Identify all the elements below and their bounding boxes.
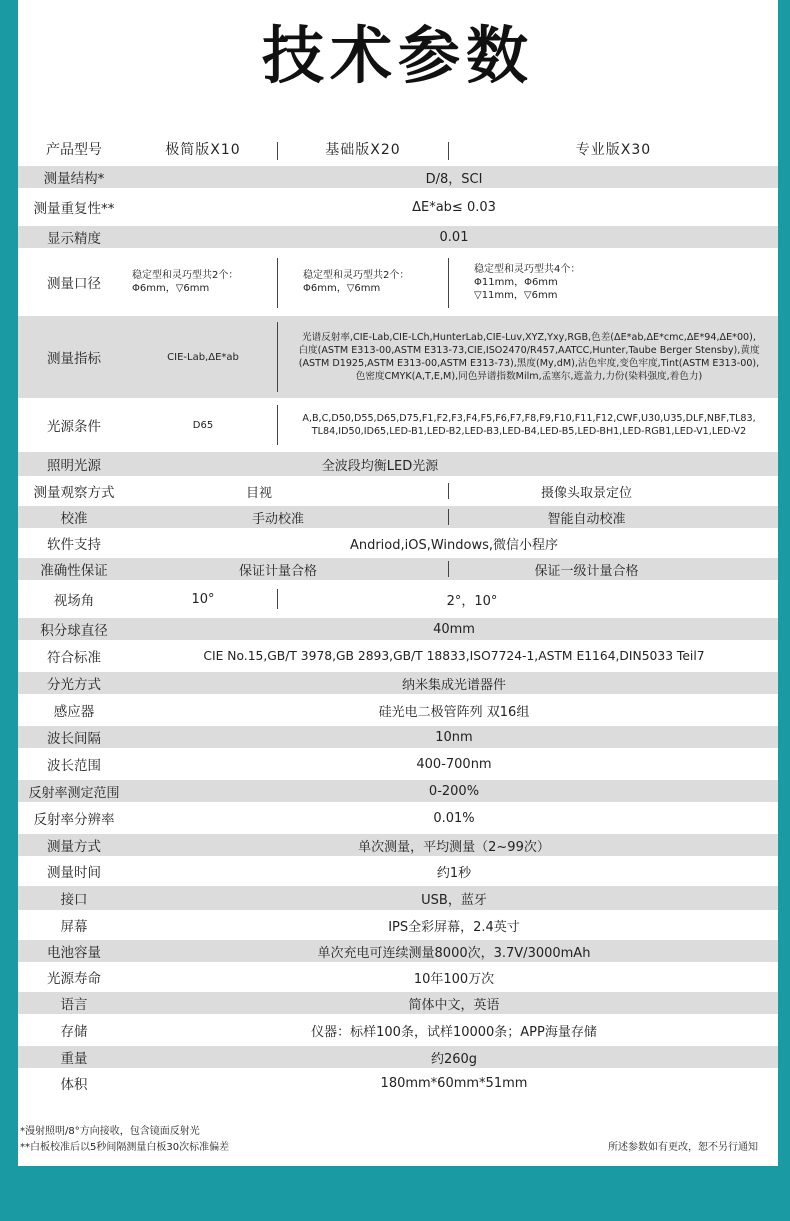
row-label: 波长间隔: [47, 731, 101, 747]
row-value: CIE No.15,GB/T 3978,GB 2893,GB/T 18833,ISO7724-1,ASTM E1164,DIN5033 Teil7: [203, 649, 705, 663]
spec-row-structure: [18, 166, 778, 188]
aperture-line: Φ6mm，▽6mm: [303, 283, 381, 294]
row-value: 硅光电二极管阵列 双16组: [378, 704, 530, 720]
row-label: 测量指标: [47, 351, 101, 367]
spec-row-screen: [18, 912, 778, 938]
column-divider: [448, 258, 449, 308]
row-label: 测量口径: [47, 276, 101, 292]
footnote-structure: *漫射照明/8°方向接收，包含镜面反射光: [20, 1126, 200, 1137]
row-label: 感应器: [53, 704, 95, 720]
spec-row-lifetime: [18, 964, 778, 990]
row-value: USB，蓝牙: [421, 892, 487, 908]
spec-row-illuminant: [18, 400, 778, 450]
row-label: 接口: [60, 892, 88, 908]
footnote-repeatability: **白板校准后以5秒间隔测量白板30次标准偏差: [20, 1142, 230, 1153]
spec-row-language: [18, 992, 778, 1014]
row-value: 180mm*60mm*51mm: [380, 1075, 528, 1091]
row-label: 准确性保证: [40, 563, 108, 579]
row-label: 校准: [60, 511, 88, 527]
observation-x10-x20: 目视: [245, 485, 272, 501]
row-value: 简体中文，英语: [408, 997, 500, 1013]
row-value: Andriod,iOS,Windows,微信小程序: [349, 537, 559, 553]
indices-line: (ASTM D1925,ASTM E313-00,ASTM E313-73),黑度(My,dM),沾色牢度,变色牢度,Tint(ASTM E313-00),: [298, 358, 760, 369]
row-value: 全波段均衡LED光源: [321, 458, 439, 474]
spec-row-software: [18, 530, 778, 556]
row-label: 照明光源: [47, 458, 101, 474]
spec-row-refl-res: [18, 804, 778, 832]
row-label: 光源条件: [47, 419, 101, 435]
row-label: 软件支持: [47, 537, 101, 553]
aperture-line: 稳定型和灵巧型共2个：: [132, 270, 239, 281]
row-value: 约260g: [430, 1051, 478, 1067]
observation-x30: 摄像头取景定位: [540, 485, 632, 501]
row-value: D/8，SCI: [425, 171, 483, 187]
spec-row-standards: [18, 642, 778, 670]
spec-row-indices: [18, 316, 778, 398]
spec-row-calibration: [18, 506, 778, 528]
spec-row-view-angle: [18, 582, 778, 616]
spec-row-spectral: [18, 672, 778, 694]
calibration-x10-x20: 手动校准: [251, 511, 304, 527]
spec-row-weight: [18, 1046, 778, 1068]
indices-line: 光谱反射率,CIE-Lab,CIE-LCh,HunterLab,CIE-Luv,XYZ,Yxy,RGB,色差(ΔE*ab,ΔE*cmc,ΔE*94,ΔE*00),: [302, 332, 756, 343]
aperture-line: 稳定型和灵巧型共2个：: [303, 270, 410, 281]
spec-row-interface: [18, 886, 778, 910]
header-model-x20: 基础版X20: [325, 142, 401, 158]
spec-row-sphere: [18, 618, 778, 640]
accuracy-x30: 保证一级计量合格: [534, 563, 639, 579]
row-value: IPS全彩屏幕，2.4英寸: [388, 919, 520, 935]
header-model-x10: 极简版X10: [165, 142, 241, 158]
spec-row-size: [18, 1070, 778, 1096]
row-label: 重量: [60, 1051, 88, 1067]
row-label: 显示精度: [47, 231, 101, 247]
row-label: 体积: [60, 1077, 88, 1093]
row-value: 约1秒: [436, 865, 472, 881]
spec-row-lighting: [18, 452, 778, 476]
spec-row-precision: [18, 226, 778, 248]
row-label: 存储: [60, 1024, 88, 1040]
row-value: ΔE*ab≤ 0.03: [412, 199, 496, 215]
illuminant-x20-x30: [280, 400, 778, 450]
header-label: 产品型号: [46, 142, 102, 158]
row-value: 0.01%: [433, 810, 475, 826]
page-title: 技术参数: [261, 19, 534, 92]
indices-line: 色密度CMYK(A,T,E,M),同色异谱指数Milm,孟塞尔,遮盖力,力份(染料强度,着色力): [355, 371, 703, 382]
spec-sheet: [18, 0, 778, 1166]
aperture-x20: [303, 250, 445, 314]
spec-row-sensor: [18, 696, 778, 724]
row-value: 仪器：标样100条，试样10000条；APP海量存储: [311, 1024, 597, 1040]
row-label: 积分球直径: [40, 623, 108, 639]
row-value: 10nm: [435, 729, 473, 745]
aperture-line: ▽11mm，▽6mm: [474, 289, 558, 301]
illuminant-x10: D65: [192, 419, 214, 431]
row-value: 纳米集成光谱器件: [401, 677, 506, 693]
column-divider: [277, 258, 278, 308]
spec-row-aperture: [18, 250, 778, 314]
spec-row-observation: [18, 478, 778, 504]
row-label: 分光方式: [47, 677, 101, 693]
row-label: 光源寿命: [47, 971, 101, 987]
indices-x10: CIE-Lab,ΔE*ab: [167, 351, 239, 363]
spec-row-time: [18, 858, 778, 884]
aperture-line: Φ6mm，▽6mm: [132, 283, 210, 294]
row-label: 测量观察方式: [33, 485, 115, 501]
row-value: 10年100万次: [413, 971, 495, 987]
row-label: 测量重复性**: [33, 201, 115, 217]
row-label: 屏幕: [60, 919, 88, 935]
row-value: 0-200%: [428, 783, 480, 799]
row-label: 反射率测定范围: [28, 785, 120, 801]
row-label: 测量时间: [47, 865, 101, 881]
row-label: 反射率分辨率: [33, 812, 115, 828]
view-angle-x20-x30: 2°，10°: [446, 593, 498, 609]
aperture-line: Φ11mm，Φ6mm: [474, 276, 558, 288]
row-label: 测量结构*: [43, 171, 105, 187]
accuracy-x10-x20: 保证计量合格: [238, 563, 317, 579]
row-value: 40mm: [433, 621, 475, 637]
row-label: 符合标准: [47, 650, 101, 666]
spec-row-range: [18, 750, 778, 778]
row-label: 波长范围: [47, 758, 101, 774]
header-model-x30: 专业版X30: [575, 142, 652, 158]
spec-row-accuracy: [18, 558, 778, 580]
row-label: 电池容量: [47, 945, 101, 961]
spec-row-interval: [18, 726, 778, 748]
column-divider: [277, 322, 278, 392]
illuminant-line: TL84,ID50,ID65,LED-B1,LED-B2,LED-B3,LED-B4,LED-B5,LED-BH1,LED-RGB1,LED-V1,LED-V2: [311, 426, 747, 437]
aperture-x30: [474, 250, 674, 314]
indices-x20-x30: [280, 316, 778, 398]
row-value: 单次充电可连续测量8000次，3.7V/3000mAh: [317, 945, 591, 961]
spec-row-battery: [18, 940, 778, 962]
spec-row-repeatability: [18, 190, 778, 224]
spec-row-refl-range: [18, 780, 778, 802]
aperture-x10: [132, 250, 274, 314]
row-label: 测量方式: [47, 839, 101, 855]
illuminant-line: A,B,C,D50,D55,D65,D75,F1,F2,F3,F4,F5,F6,F7,F8,F9,F10,F11,F12,CWF,U30,U35,DLF,NBF,TL83,: [302, 413, 756, 424]
calibration-x30: 智能自动校准: [547, 511, 626, 527]
indices-line: 白度(ASTM E313-00,ASTM E313-73,CIE,ISO2470/R457,AATCC,Hunter,Taube Berger Stensby),黄度: [298, 345, 760, 356]
disclaimer: 所述参数如有更改，恕不另行通知: [608, 1142, 758, 1153]
spec-row-mode: [18, 834, 778, 856]
view-angle-x10: 10°: [191, 591, 215, 607]
spec-row-storage: [18, 1016, 778, 1044]
row-value: 单次测量，平均测量（2~99次）: [358, 839, 550, 855]
row-label: 语言: [60, 997, 88, 1013]
column-divider: [277, 405, 278, 445]
row-label: 视场角: [53, 593, 95, 609]
row-value: 0.01: [439, 229, 469, 245]
row-value: 400-700nm: [416, 756, 492, 772]
aperture-line: 稳定型和灵巧型共4个：: [474, 263, 581, 275]
